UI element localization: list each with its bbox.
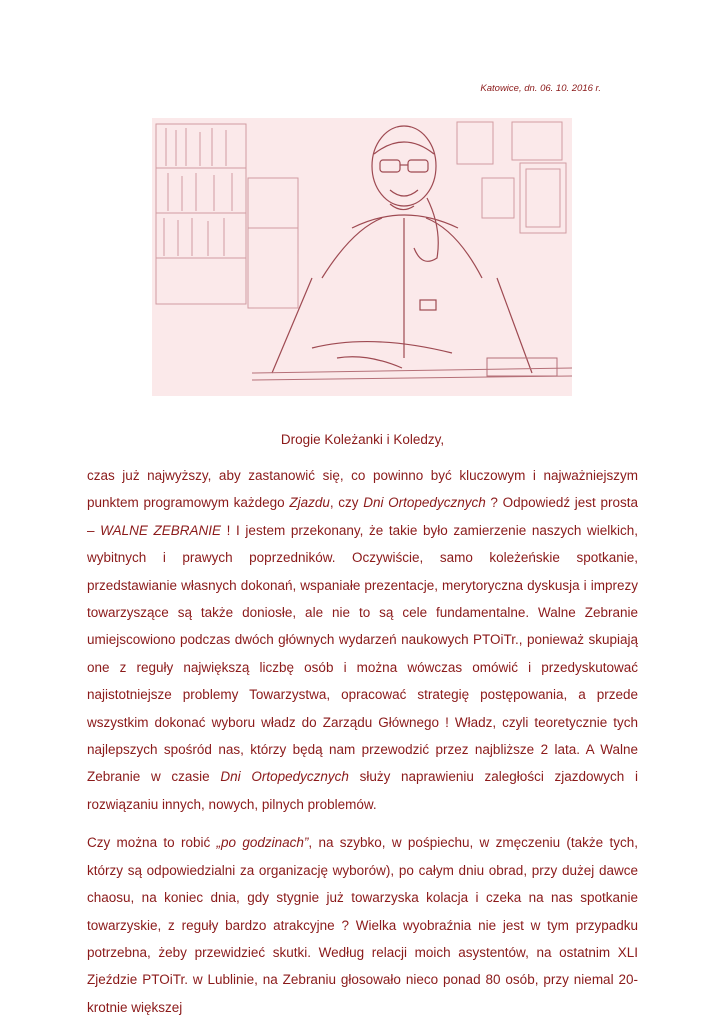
p2-italic-po-godzinach: „po godzinach” — [216, 835, 309, 851]
p1-italic-walne: WALNE ZEBRANIE — [100, 522, 222, 538]
p1-text-3: ? Odpowiedź jest prosta – — [87, 495, 638, 538]
letter-body — [87, 462, 638, 1032]
paragraph-2 — [87, 829, 638, 1021]
p1-text-4: ! I jestem przekonany, że takie było zamierzenie naszych wielkich, wybitnych i prawych poprzedników. Oczywiście, samo koleżeńskie spotkanie, przedstawianie własnych dokonań, wspaniałe prezentacje, merytoryczna dyskusja i imprezy towarzyszące są także doniosłe, ale nie to są cele fundamentalne. Walne Zebranie umiejscowiono podczas dwóch głównych wydarzeń naukowych PTOiTr., ponieważ skupiają one z reguły największą liczbę osób i można wówczas omówić i przedyskutować najistotniejsze problemy Towarzystwa, opracować strategię postępowania, a przede wszystkim dokonać wyboru władz do Zarządu Głównego ! Władz, czyli teoretycznie tych najlepszych spośród nas, którzy będą nam przewodzić przez najbliższe 2 lata. A Walne Zebranie w czasie — [87, 522, 638, 785]
p1-text-2: , czy — [329, 495, 364, 511]
paragraph-1 — [87, 462, 638, 818]
p1-text-5: służy naprawieniu zaległości zjazdowych i rozwiązaniu innych, nowych, pilnych problemów. — [87, 769, 638, 812]
p2-text-2: , na szybko, w pośpiechu, w zmęczeniu (także tych, którzy są odpowiedzialni za organizację wyborów), po całym dniu obrad, przy dużej dawce chaosu, na koniec dnia, gdy stygnie już towarzyska kolacja i czeka na nas spotkanie towarzyskie, z reguły bardzo atrakcyjne ? Wielka wyobraźnia nie jest w tym przypadku potrzebna, żeby przewidzieć skutki. Według relacji moich asystentów, na ostatnim XLI Zjeździe PTOiTr. w Lublinie, na Zebraniu głosowało nieco ponad 80 osób, przy niemal 20-krotnie większej — [87, 835, 639, 1015]
p2-text-1: Czy można to robić — [87, 835, 217, 851]
p1-italic-zjazdu: Zjazdu — [289, 495, 330, 511]
portrait-sketch-icon — [152, 118, 572, 396]
salutation: Drogie Koleżanki i Koledzy, — [280, 432, 445, 447]
date-line: Katowice, dn. 06. 10. 2016 r. — [480, 83, 601, 94]
p1-italic-dni-1: Dni Ortopedycznych — [363, 495, 486, 511]
p1-italic-dni-2: Dni Ortopedycznych — [220, 769, 349, 785]
p1-text-1: czas już najwyższy, aby zastanowić się, co powinno być kluczowym i najważniejszym punktem programowym każdego — [87, 468, 638, 511]
portrait-photo — [152, 118, 572, 396]
